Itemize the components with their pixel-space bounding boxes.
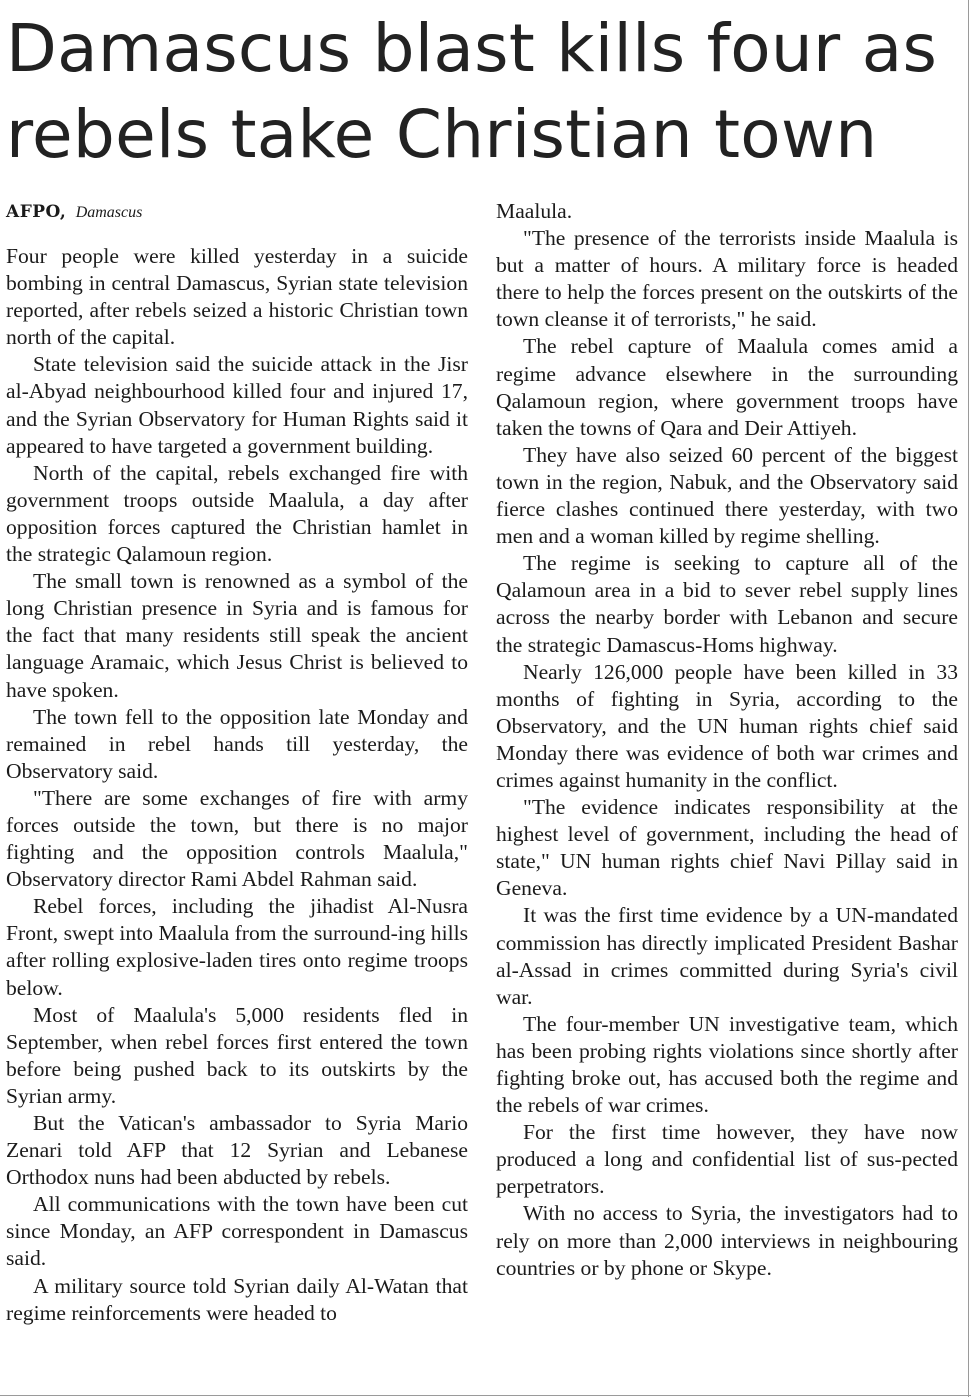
clipping-edge-bottom <box>0 1395 971 1396</box>
paragraph: The town fell to the opposition late Monday and remained in rebel hands till yesterday, the Observatory said. <box>6 704 468 783</box>
clipping-edge-right <box>968 0 969 1397</box>
byline-dateline: Damascus <box>75 204 143 221</box>
paragraph: All communications with the town have been cut since Monday, an AFP correspondent in Damascus said. <box>6 1192 468 1271</box>
headline <box>6 6 966 178</box>
paragraph: Four people were killed yesterday in a suicide bombing in central Damascus, Syrian state television reported, after rebels seized a historic Christian town north of the capital. <box>6 244 468 350</box>
paragraph: Rebel forces, including the jihadist Al-Nusra Front, swept into Maalula from the surround-ing hills after rolling explosive-laden tires onto regime troops below. <box>6 894 468 1000</box>
paragraph: A military source told Syrian daily Al-Watan that regime reinforcements were headed to <box>6 1273 468 1325</box>
paragraph: State television said the suicide attack in the Jisr al-Abyad neighbourhood killed four and injured 17, and the Syrian Observatory for Human Rights said it appeared to have targeted a government building. <box>6 352 468 458</box>
byline-agency: AFPO, <box>6 202 67 222</box>
paragraph: With no access to Syria, the investigators had to rely on more than 2,000 interviews in neighbouring countries or by phone or Skype. <box>496 1201 958 1280</box>
article-column-left <box>6 243 468 1327</box>
paragraph: "There are some exchanges of fire with army forces outside the town, but there is no major fighting and the opposition controls Maalula," Observatory director Rami Abdel Rahman said. <box>6 785 468 892</box>
paragraph: North of the capital, rebels exchanged fire with government troops outside Maalula, a day after opposition forces captured the Christian hamlet in the strategic Qalamoun region. <box>6 460 468 567</box>
paragraph-continued: Maalula. <box>496 199 573 223</box>
paragraph: But the Vatican's ambassador to Syria Mario Zenari told AFP that 12 Syrian and Lebanese Orthodox nuns had been abducted by rebels. <box>6 1111 468 1190</box>
paragraph: "The presence of the terrorists inside Maalula is but a matter of hours. A military force is headed there to help the forces present on the outskirts of the town cleanse it of terrorists," he said. <box>496 226 958 332</box>
paragraph: The four-member UN investigative team, which has been probing rights violations since shortly after fighting broke out, has accused both the regime and the rebels of war crimes. <box>496 1011 958 1118</box>
headline-line-1: Damascus blast kills four as <box>6 10 938 87</box>
paragraph: Most of Maalula's 5,000 residents fled in September, when rebel forces first entered the town before being pushed back to its outskirts by the Syrian army. <box>6 1002 468 1108</box>
paragraph: The regime is seeking to capture all of the Qalamoun area in a bid to sever rebel supply lines across the nearby border with Lebanon and secure the strategic Damascus-Homs highway. <box>496 551 958 657</box>
article-column-right <box>496 198 958 1282</box>
paragraph: Nearly 126,000 people have been killed in 33 months of fighting in Syria, according to the Observatory, and the UN human rights chief said Monday there was evidence of both war crimes and crimes against humanity in the conflict. <box>496 659 958 792</box>
byline <box>6 200 142 225</box>
paragraph: "The evidence indicates responsibility at the highest level of government, including the head of state," UN human rights chief Navi Pillay said in Geneva. <box>496 795 958 901</box>
paragraph: It was the first time evidence by a UN-mandated commission has directly implicated President Bashar al-Assad in crimes committed during Syria's civil war. <box>496 903 958 1009</box>
paragraph: They have also seized 60 percent of the biggest town in the region, Nabuk, and the Observatory said fierce clashes continued there yesterday, with two men and a woman killed by regime shelling. <box>496 442 958 549</box>
paragraph: The small town is renowned as a symbol of the long Christian presence in Syria and is famous for the fact that many residents still speak the ancient language Aramaic, which Jesus Christ is believed to have spoken. <box>6 569 468 702</box>
paragraph: The rebel capture of Maalula comes amid a regime advance elsewhere in the surrounding Qalamoun region, where government troops have taken the towns of Qara and Deir Attiyeh. <box>496 334 958 440</box>
headline-line-2: rebels take Christian town <box>6 96 878 173</box>
paragraph: For the first time however, they have now produced a long and confidential list of sus-pected perpetrators. <box>496 1120 958 1199</box>
